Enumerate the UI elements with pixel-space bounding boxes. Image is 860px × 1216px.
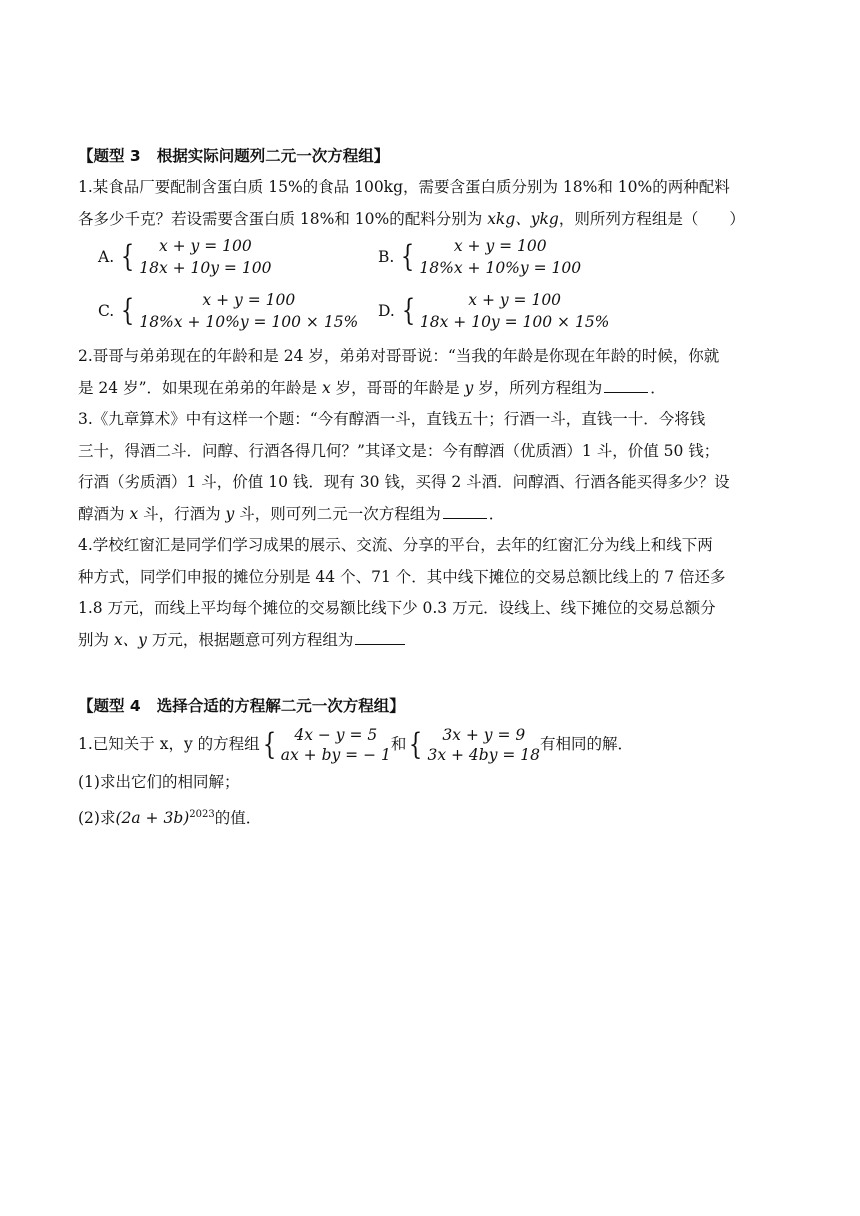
- question-4: [78, 530, 788, 656]
- q5-part2-expr: (2a + 3b): [115, 808, 190, 827]
- q1-line2: [78, 204, 788, 236]
- brace-icon: {: [262, 727, 276, 762]
- q5-text-a: 1.已知关于 x，y 的方程组: [78, 735, 260, 753]
- q2-line1: 2.哥哥与弟弟现在的年龄和是 24 岁，弟弟对哥哥说：“当我的年龄是你现在年龄的时候，你就: [78, 347, 720, 365]
- option-b-eq2: 18%x + 10%y = 100: [419, 259, 582, 277]
- q3-text-a: 醇酒为: [78, 504, 130, 523]
- worksheet-page: [78, 140, 788, 834]
- q5-part2: [78, 799, 788, 835]
- brace-icon: {: [409, 727, 423, 762]
- q5-part2-text-a: (2)求: [78, 808, 116, 827]
- q3-answer-blank[interactable]: [443, 504, 487, 519]
- q2-text-a: 是 24 岁”．如果现在弟弟的年龄是: [78, 378, 322, 397]
- q4-line4: [78, 625, 788, 657]
- q2-text-c: 岁，所列方程组为: [473, 378, 603, 397]
- q3-line4: [78, 499, 788, 531]
- q3-var-y: y: [225, 504, 235, 523]
- section3-heading: [78, 140, 788, 172]
- q5-sys1-eq1: 4x − y = 5: [294, 726, 378, 744]
- brace-icon: {: [401, 239, 415, 274]
- option-b[interactable]: [378, 235, 581, 279]
- q5-part1: (1)求出它们的相同解；: [78, 773, 240, 791]
- q5-text-b: 有相同的解．: [540, 735, 634, 753]
- option-d[interactable]: [378, 289, 609, 333]
- q2-line2: [78, 373, 788, 405]
- option-c-eq1: x + y = 100: [202, 291, 296, 309]
- q2-var-y: y: [464, 378, 474, 397]
- q2-answer-blank[interactable]: [604, 378, 648, 393]
- question-5: [78, 722, 788, 834]
- q3-line2: 三十，得酒二斗．问醇、行酒各得几何？”其译文是：今有醇酒（优质酒）1 斗，价值 50 钱；: [78, 441, 720, 460]
- question-3: [78, 404, 788, 530]
- question-2: [78, 341, 788, 404]
- q2-end: ．: [650, 378, 666, 397]
- option-a-eq2: 18x + 10y = 100: [139, 259, 272, 277]
- option-a[interactable]: [98, 235, 271, 279]
- q3-end: ．: [488, 504, 505, 523]
- q2-var-x: x: [321, 378, 331, 397]
- q4-line2: 种方式，同学们申报的摊位分别是 44 个、71 个．其中线下摊位的交易总额比线上的 7 倍还多: [78, 567, 726, 586]
- question-1: [78, 172, 788, 235]
- q5-system-1: [260, 723, 391, 767]
- brace-icon: {: [401, 293, 416, 328]
- option-c-eq2: 18%x + 10%y = 100 × 15%: [139, 313, 359, 331]
- q5-part2-exponent: 2023: [189, 808, 215, 820]
- option-a-label: A.: [98, 248, 115, 266]
- q3-line1: 3.《九章算术》中有这样一个题：“今有醇酒一斗，直钱五十；行酒一斗，直钱一十．今将钱: [78, 410, 706, 428]
- q5-line1: [78, 722, 788, 767]
- q1-line1: 1.某食品厂要配制含蛋白质 15%的食品 100kg，需要含蛋白质分别为 18%和 10%的两种配料: [78, 178, 730, 196]
- section4-subtitle: 选择合适的方程解二元一次方程组】: [156, 697, 405, 715]
- section4-title: 【题型 4: [78, 697, 141, 715]
- option-c[interactable]: [98, 289, 358, 333]
- q4-line3: 1.8 万元，而线上平均每个摊位的交易额比线下少 0.3 万元．设线上、线下摊位的交易总额分: [78, 599, 716, 617]
- section3-subtitle: 根据实际问题列二元一次方程组】: [156, 147, 390, 165]
- option-b-label: B.: [378, 248, 395, 266]
- option-d-label: D.: [378, 302, 395, 320]
- option-b-eq1: x + y = 100: [453, 237, 547, 255]
- option-a-eq1: x + y = 100: [158, 237, 252, 255]
- q5-system-2: [406, 723, 540, 767]
- q4-text-a: 别为: [78, 630, 114, 649]
- q4-vars: x、y: [113, 630, 147, 649]
- q5-part2-text-b: 的值．: [214, 808, 262, 827]
- q5-mid: 和: [390, 735, 407, 753]
- option-c-label: C.: [98, 302, 115, 320]
- section4-heading: [78, 690, 788, 722]
- q4-text-b: 万元，根据题意可列方程组为: [146, 630, 354, 649]
- q5-sys2-eq1: 3x + y = 9: [442, 726, 526, 744]
- q3-text-b: 斗，行酒为: [138, 504, 226, 523]
- q1-options: [96, 235, 788, 341]
- option-d-eq1: x + y = 100: [468, 291, 562, 309]
- q1-answer-paren: ，则所列方程组是（ ）: [558, 209, 745, 228]
- brace-icon: {: [120, 239, 135, 274]
- q4-answer-blank[interactable]: [355, 630, 405, 645]
- option-d-eq2: 18x + 10y = 100 × 15%: [419, 313, 610, 331]
- section3-title: 【题型 3: [78, 147, 141, 165]
- q4-line1: 4.学校红窗汇是同学们学习成果的展示、交流、分享的平台，去年的红窗汇分为线上和线下两: [78, 536, 713, 554]
- q3-line3: 行酒（劣质酒）1 斗，价值 10 钱．现有 30 钱，买得 2 斗酒．问醇酒、行酒各能买得多少？设: [78, 473, 730, 491]
- q5-sys2-eq2: 3x + 4by = 18: [427, 746, 541, 764]
- q3-var-x: x: [129, 504, 139, 523]
- q3-text-c: 斗，则可列二元一次方程组为: [234, 504, 441, 523]
- brace-icon: {: [121, 293, 135, 328]
- q5-sys1-eq2: ax + by = − 1: [280, 746, 391, 764]
- q2-text-b: 岁，哥哥的年龄是: [330, 378, 465, 397]
- q1-units: xkg、ykg: [487, 209, 559, 228]
- q1-text: 各多少千克？若设需要含蛋白质 18%和 10%的配料分别为: [78, 209, 488, 228]
